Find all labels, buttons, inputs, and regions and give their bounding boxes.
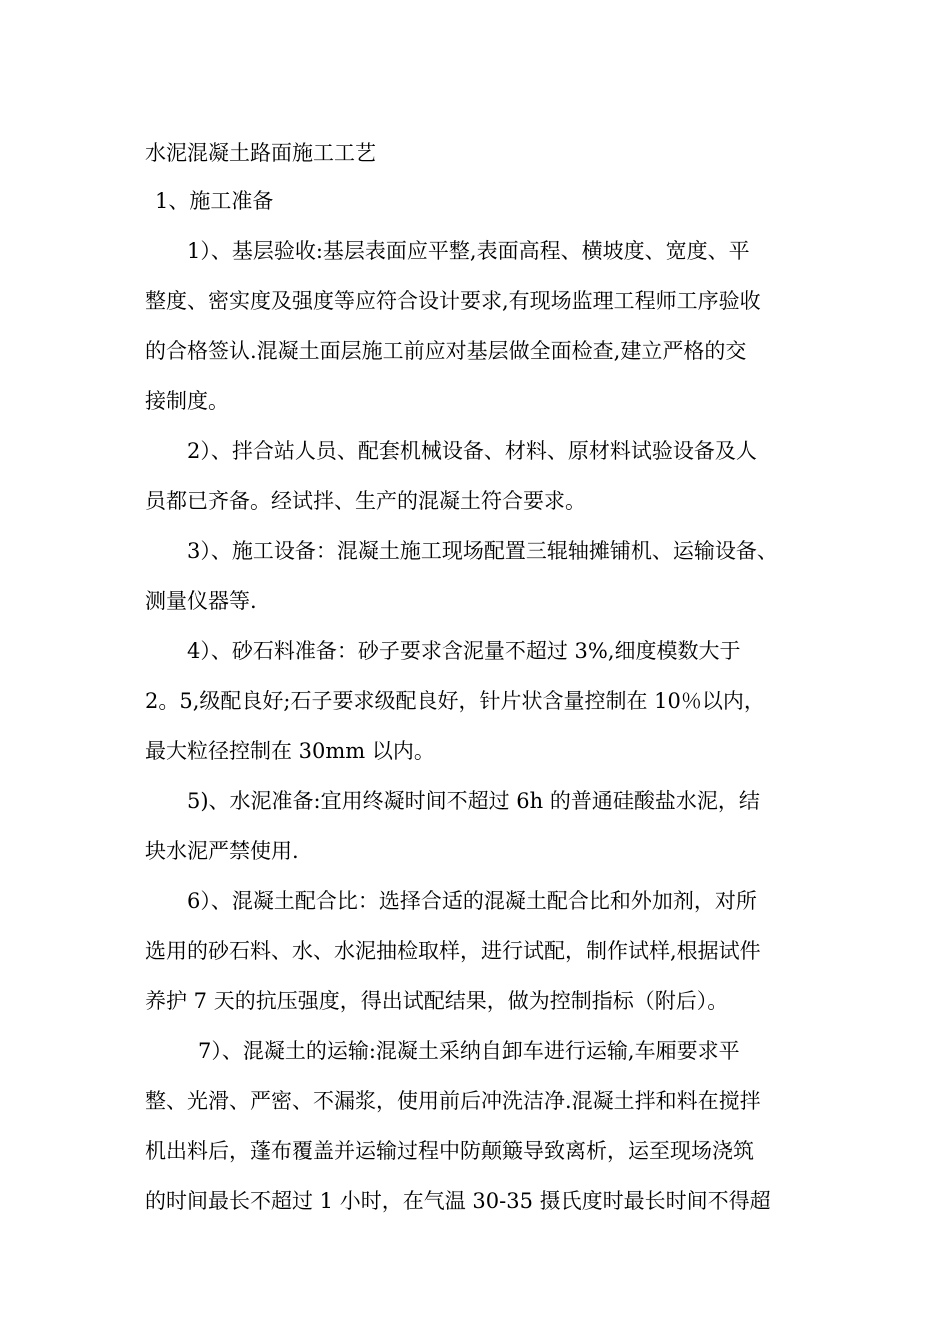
paragraph-line: 4）、砂石料准备：砂子要求含泥量不超过 3%,细度模数大于 xyxy=(187,639,741,663)
paragraph-line: 的时间最长不超过 1 小时，在气温 30-35 摄氏度时最长时间不得超 xyxy=(145,1189,771,1213)
paragraph-line: 整、光滑、严密、不漏浆，使用前后冲洗洁净.混凝土拌和料在搅拌 xyxy=(145,1089,761,1113)
paragraph-line: 养护 7 天的抗压强度，得出试配结果，做为控制指标（附后）。 xyxy=(145,989,729,1013)
paragraph-line: 的合格签认.混凝土面层施工前应对基层做全面检查,建立严格的交 xyxy=(145,339,747,363)
paragraph-line: 2）、拌合站人员、配套机械设备、材料、原材料试验设备及人 xyxy=(187,439,757,463)
paragraph-line: 3）、施工设备：混凝土施工现场配置三辊轴摊铺机、运输设备、 xyxy=(187,539,778,563)
paragraph-line: 测量仪器等. xyxy=(145,589,257,613)
paragraph-line: 块水泥严禁使用. xyxy=(145,839,299,863)
paragraph-line: 最大粒径控制在 30mm 以内。 xyxy=(145,739,435,763)
paragraph-line: 选用的砂石料、水、水泥抽检取样，进行试配，制作试样,根据试件 xyxy=(145,939,761,963)
paragraph-line: 7）、混凝土的运输:混凝土采纳自卸车进行运输,车厢要求平 xyxy=(198,1039,740,1063)
paragraph-line: 6）、混凝土配合比：选择合适的混凝土配合比和外加剂，对所 xyxy=(187,889,757,913)
paragraph-line: 5)、水泥准备:宜用终凝时间不超过 6h 的普通硅酸盐水泥，结 xyxy=(187,789,760,813)
paragraph-line: 机出料后，蓬布覆盖并运输过程中防颠簸导致离析，运至现场浇筑 xyxy=(145,1139,754,1163)
section-heading: 1、施工准备 xyxy=(155,189,274,213)
document-title: 水泥混凝土路面施工工艺 xyxy=(145,141,376,165)
paragraph-line: 整度、密实度及强度等应符合设计要求,有现场监理工程师工序验收 xyxy=(145,289,761,313)
paragraph-line: 员都已齐备。经试拌、生产的混凝土符合要求。 xyxy=(145,489,586,513)
paragraph-line: 接制度。 xyxy=(145,389,229,413)
paragraph-line: 1）、基层验收:基层表面应平整,表面高程、横坡度、宽度、平 xyxy=(187,239,750,263)
paragraph-line: 2。5,级配良好;石子要求级配良好，针片状含量控制在 10％以内， xyxy=(145,689,765,713)
